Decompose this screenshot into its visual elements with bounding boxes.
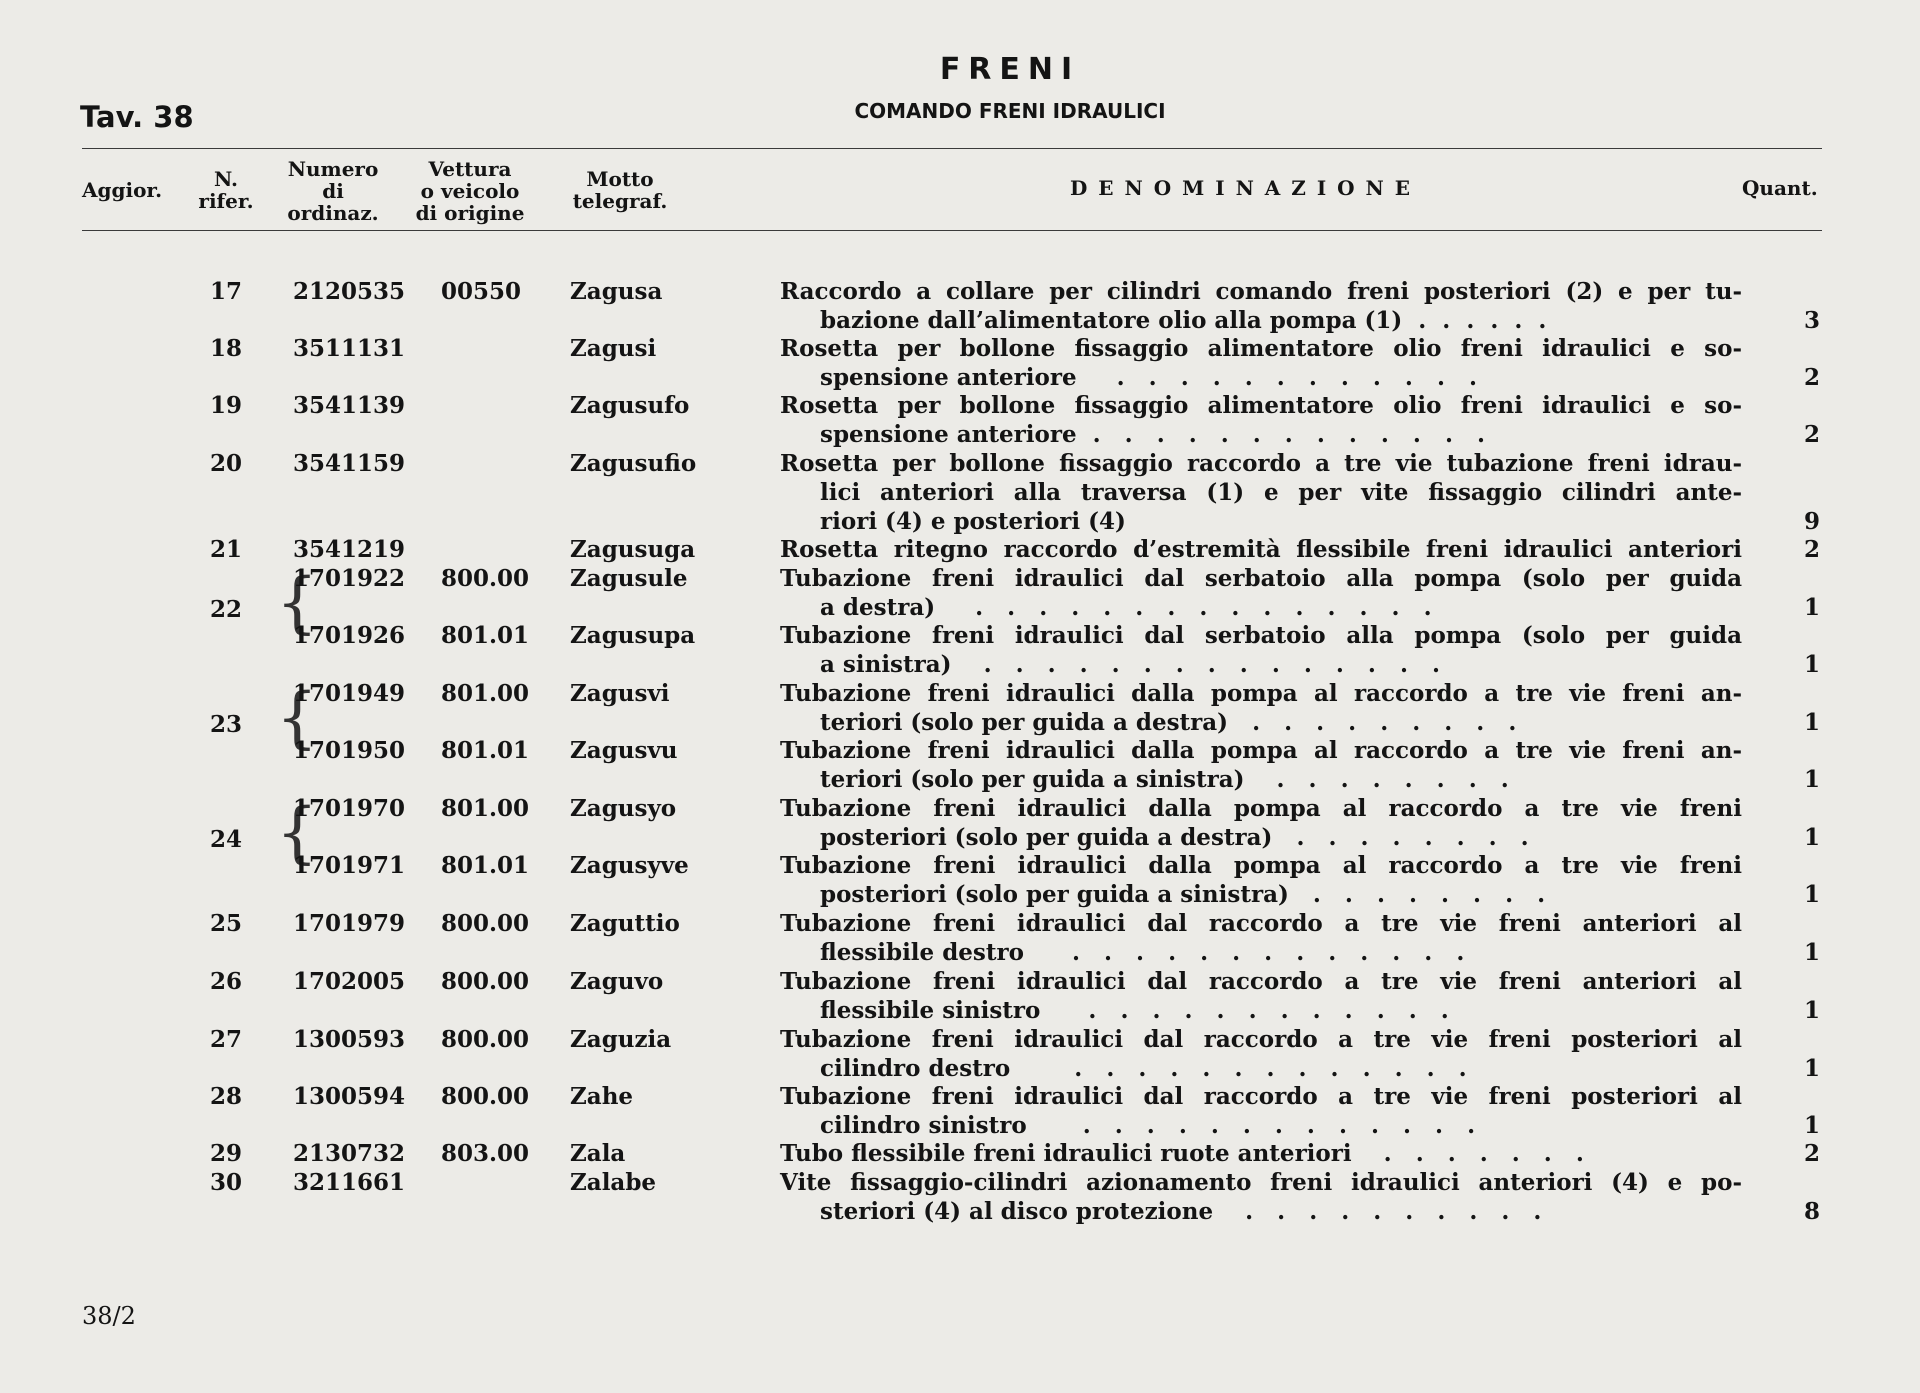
col-numero-line2: di bbox=[322, 179, 344, 203]
col-motto-line2: telegraf. bbox=[572, 189, 668, 213]
desc-line2 bbox=[780, 306, 1742, 335]
col-nrif-line1: N. bbox=[214, 167, 238, 191]
row-numero: 1300594 bbox=[293, 1083, 406, 1110]
desc-line1: Raccordo a collare per cilindri comando freni posteriori (2) e per tu- bbox=[780, 278, 1742, 305]
col-vettura bbox=[405, 158, 535, 224]
row-denominazione bbox=[780, 1139, 1742, 1168]
row-nrif: 27 bbox=[209, 1026, 242, 1053]
row-nrif: 30 bbox=[209, 1169, 242, 1196]
dot-leader: . . . . . . bbox=[1410, 307, 1547, 334]
row-denominazione bbox=[780, 334, 1742, 392]
desc-line1: Tubazione freni idraulici dal serbatoio alla pompa (solo per guida bbox=[780, 565, 1742, 592]
row-qty: 1 bbox=[1803, 824, 1820, 851]
desc-line2 bbox=[780, 1054, 1742, 1083]
desc-line2 bbox=[780, 420, 1742, 449]
row-denominazione bbox=[780, 851, 1742, 909]
row-vettura: 800.00 bbox=[441, 1026, 530, 1053]
row-vettura: 800.00 bbox=[441, 910, 530, 937]
row-vettura: 801.01 bbox=[441, 737, 530, 764]
desc-text: teriori (solo per guida a destra) bbox=[820, 709, 1229, 736]
col-numero-line3: ordinaz. bbox=[287, 201, 379, 225]
row-nrif: 17 bbox=[209, 278, 242, 305]
row-denominazione bbox=[780, 1082, 1742, 1140]
row-motto: Zaguzia bbox=[570, 1026, 672, 1053]
desc-text: riori (4) e posteriori (4) bbox=[820, 508, 1126, 535]
desc-line1: Tubazione freni idraulici dal raccordo a tre vie freni posteriori al bbox=[780, 1026, 1742, 1053]
desc-line1: Tubazione freni idraulici dal raccordo a tre vie freni anteriori al bbox=[780, 910, 1742, 937]
desc-text: posteriori (solo per guida a sinistra) bbox=[820, 881, 1289, 908]
desc-line2 bbox=[780, 765, 1742, 794]
col-vettura-line2: o veicolo bbox=[420, 179, 520, 203]
col-vettura-line1: Vettura bbox=[428, 157, 512, 181]
dot-leader: . . . . . . . . . . bbox=[1221, 1198, 1542, 1225]
row-vettura: 801.00 bbox=[441, 680, 530, 707]
row-motto: Zagusufo bbox=[570, 392, 690, 419]
dot-leader: . . . . . . . . . . . . . bbox=[1031, 939, 1465, 966]
row-qty: 1 bbox=[1803, 997, 1820, 1024]
row-numero: 2120535 bbox=[293, 278, 406, 305]
row-qty: 2 bbox=[1803, 1140, 1820, 1167]
dot-leader: . . . . . . . . bbox=[1252, 766, 1509, 793]
row-qty: 2 bbox=[1803, 364, 1820, 391]
desc-line2 bbox=[780, 507, 1742, 536]
desc-line1: Vite fissaggio-cilindri azionamento freni idraulici anteriori (4) e po- bbox=[780, 1169, 1742, 1196]
col-numero-line1: Numero bbox=[287, 157, 379, 181]
desc-text: flessibile destro bbox=[820, 939, 1024, 966]
dot-leader: . . . . . . . bbox=[1359, 1140, 1584, 1167]
desc-text: a destra) bbox=[820, 594, 936, 621]
col-nrif bbox=[190, 168, 262, 212]
row-motto: Zaguttio bbox=[570, 910, 680, 937]
desc-line1: Tubazione freni idraulici dalla pompa al raccordo a tre vie freni an- bbox=[780, 680, 1742, 707]
row-numero: 1701971 bbox=[293, 852, 406, 879]
desc-text: a sinistra) bbox=[820, 651, 952, 678]
row-motto: Zagusule bbox=[570, 565, 688, 592]
row-qty: 2 bbox=[1803, 536, 1820, 563]
row-denominazione bbox=[780, 1168, 1742, 1226]
row-numero: 3541139 bbox=[293, 392, 406, 419]
desc-text: spensione anteriore bbox=[820, 421, 1077, 448]
desc-text: steriori (4) al disco protezione bbox=[820, 1198, 1214, 1225]
desc-line1: Rosetta ritegno raccordo d’estremità flessibile freni idraulici anteriori bbox=[780, 536, 1742, 563]
desc-line1 bbox=[780, 1139, 1742, 1168]
col-numero bbox=[278, 158, 388, 224]
row-nrif: 21 bbox=[209, 536, 242, 563]
dot-leader: . . . . . . . . . . . . . . . bbox=[959, 651, 1440, 678]
row-vettura: 801.01 bbox=[441, 622, 530, 649]
row-qty: 8 bbox=[1803, 1198, 1820, 1225]
col-nrif-line2: rifer. bbox=[198, 189, 254, 213]
row-qty: 1 bbox=[1803, 1055, 1820, 1082]
row-denominazione bbox=[780, 621, 1742, 679]
row-denominazione bbox=[780, 449, 1742, 536]
row-motto: Zagusvu bbox=[570, 737, 678, 764]
row-numero: 1300593 bbox=[293, 1026, 406, 1053]
group-brace: { bbox=[276, 794, 318, 871]
row-numero: 3511131 bbox=[293, 335, 406, 362]
desc-text: Tubo flessibile freni idraulici ruote anteriori bbox=[780, 1140, 1352, 1167]
col-motto-line1: Motto bbox=[586, 167, 654, 191]
desc-line1: Rosetta per bollone fissaggio alimentatore olio freni idraulici e so- bbox=[780, 392, 1742, 419]
row-numero: 1701926 bbox=[293, 622, 406, 649]
row-denominazione bbox=[780, 564, 1742, 622]
row-numero: 1702005 bbox=[293, 968, 406, 995]
row-motto: Zaguvo bbox=[570, 968, 664, 995]
desc-line2 bbox=[780, 593, 1742, 622]
row-qty: 9 bbox=[1803, 508, 1820, 535]
row-qty: 1 bbox=[1803, 939, 1820, 966]
dot-leader: . . . . . . . . . . . . . bbox=[1034, 1112, 1476, 1139]
page-subtitle: COMANDO FRENI IDRAULICI bbox=[854, 99, 1166, 123]
dot-leader: . . . . . . . . . . . . . bbox=[1084, 421, 1485, 448]
desc-text: cilindro destro bbox=[820, 1055, 1011, 1082]
row-nrif: 28 bbox=[209, 1083, 242, 1110]
desc-line2 bbox=[780, 363, 1742, 392]
row-denominazione bbox=[780, 909, 1742, 967]
row-motto: Zagusa bbox=[570, 278, 663, 305]
col-quant: Quant. bbox=[1742, 176, 1818, 200]
row-nrif: 19 bbox=[209, 392, 242, 419]
row-motto: Zagusuga bbox=[570, 536, 696, 563]
desc-line1: Tubazione freni idraulici dal raccordo a tre vie freni anteriori al bbox=[780, 968, 1742, 995]
row-motto: Zagusvi bbox=[570, 680, 670, 707]
group-brace: { bbox=[276, 564, 318, 641]
desc-line2 bbox=[780, 650, 1742, 679]
row-numero: 3541159 bbox=[293, 450, 406, 477]
desc-line2 bbox=[780, 823, 1742, 852]
row-qty: 1 bbox=[1803, 651, 1820, 678]
desc-line1: Rosetta per bollone fissaggio raccordo a tre vie tubazione freni idrau- bbox=[780, 450, 1742, 477]
col-aggior: Aggior. bbox=[82, 178, 163, 202]
row-denominazione bbox=[780, 679, 1742, 737]
col-motto bbox=[555, 168, 685, 212]
row-vettura: 803.00 bbox=[441, 1140, 530, 1167]
desc-line2 bbox=[780, 996, 1742, 1025]
row-numero: 1701922 bbox=[293, 565, 406, 592]
page-number: 38/2 bbox=[82, 1302, 136, 1330]
desc-line2 bbox=[780, 708, 1742, 737]
desc-line2 bbox=[780, 1197, 1742, 1226]
desc-line1: Rosetta per bollone fissaggio alimentatore olio freni idraulici e so- bbox=[780, 335, 1742, 362]
row-denominazione bbox=[780, 277, 1742, 335]
dot-leader: . . . . . . . . bbox=[1296, 881, 1546, 908]
desc-line1b: lici anteriori alla traversa (1) e per vite fissaggio cilindri ante- bbox=[820, 479, 1742, 506]
row-nrif: 20 bbox=[209, 450, 242, 477]
desc-line1: Tubazione freni idraulici dal serbatoio alla pompa (solo per guida bbox=[780, 622, 1742, 649]
group-nrif: 22 bbox=[209, 596, 242, 623]
row-qty: 1 bbox=[1803, 594, 1820, 621]
row-vettura: 800.00 bbox=[441, 565, 530, 592]
row-vettura: 801.01 bbox=[441, 852, 530, 879]
row-numero: 3211661 bbox=[293, 1169, 406, 1196]
desc-line1: Tubazione freni idraulici dalla pompa al raccordo a tre vie freni an- bbox=[780, 737, 1742, 764]
group-brace: { bbox=[276, 679, 318, 756]
row-motto: Zagusyo bbox=[570, 795, 677, 822]
header-rule-bottom bbox=[82, 230, 1822, 231]
table-number: Tav. 38 bbox=[80, 100, 194, 134]
row-denominazione bbox=[780, 736, 1742, 794]
row-denominazione bbox=[780, 391, 1742, 449]
desc-text: posteriori (solo per guida a destra) bbox=[820, 824, 1273, 851]
row-qty: 2 bbox=[1803, 421, 1820, 448]
row-numero: 1701950 bbox=[293, 737, 406, 764]
row-vettura: 800.00 bbox=[441, 968, 530, 995]
group-nrif: 23 bbox=[209, 711, 242, 738]
col-vettura-line3: di origine bbox=[415, 201, 525, 225]
row-motto: Zagusufio bbox=[570, 450, 697, 477]
desc-line1: Tubazione freni idraulici dal raccordo a tre vie freni posteriori al bbox=[780, 1083, 1742, 1110]
desc-line2 bbox=[780, 880, 1742, 909]
desc-text: spensione anteriore bbox=[820, 364, 1077, 391]
row-nrif: 29 bbox=[209, 1140, 242, 1167]
desc-line2 bbox=[780, 1111, 1742, 1140]
row-numero: 1701979 bbox=[293, 910, 406, 937]
row-denominazione bbox=[780, 535, 1742, 564]
desc-line2 bbox=[780, 938, 1742, 967]
col-denominazione: D E N O M I N A Z I O N E bbox=[1070, 176, 1413, 200]
desc-line1: Tubazione freni idraulici dalla pompa al raccordo a tre vie freni bbox=[780, 852, 1742, 879]
row-qty: 3 bbox=[1803, 307, 1820, 334]
desc-line1: Tubazione freni idraulici dalla pompa al raccordo a tre vie freni bbox=[780, 795, 1742, 822]
row-denominazione bbox=[780, 1025, 1742, 1083]
row-numero: 1701949 bbox=[293, 680, 406, 707]
row-denominazione bbox=[780, 794, 1742, 852]
desc-text: teriori (solo per guida a sinistra) bbox=[820, 766, 1245, 793]
row-denominazione bbox=[780, 967, 1742, 1025]
dot-leader: . . . . . . . . . . . . . . . bbox=[943, 594, 1432, 621]
row-qty: 1 bbox=[1803, 766, 1820, 793]
row-qty: 1 bbox=[1803, 709, 1820, 736]
row-vettura: 800.00 bbox=[441, 1083, 530, 1110]
desc-text: flessibile sinistro bbox=[820, 997, 1041, 1024]
row-nrif: 26 bbox=[209, 968, 242, 995]
desc-text: cilindro sinistro bbox=[820, 1112, 1027, 1139]
row-numero: 1701970 bbox=[293, 795, 406, 822]
row-qty: 1 bbox=[1803, 881, 1820, 908]
row-motto: Zalabe bbox=[570, 1169, 657, 1196]
row-vettura: 00550 bbox=[441, 278, 522, 305]
row-motto: Zagusyve bbox=[570, 852, 689, 879]
row-motto: Zagusi bbox=[570, 335, 657, 362]
row-qty: 1 bbox=[1803, 1112, 1820, 1139]
desc-text: bazione dall’alimentatore olio alla pompa (1) bbox=[820, 307, 1403, 334]
dot-leader: . . . . . . . . . . . . bbox=[1084, 364, 1477, 391]
dot-leader: . . . . . . . . bbox=[1280, 824, 1529, 851]
row-motto: Zagusupa bbox=[570, 622, 696, 649]
page-title: FRENI bbox=[939, 52, 1081, 87]
row-motto: Zahe bbox=[570, 1083, 634, 1110]
header-rule-top bbox=[82, 148, 1822, 149]
row-nrif: 18 bbox=[209, 335, 242, 362]
group-nrif: 24 bbox=[209, 826, 242, 853]
row-numero: 3541219 bbox=[293, 536, 406, 563]
row-motto: Zala bbox=[570, 1140, 626, 1167]
dot-leader: . . . . . . . . . . . . . bbox=[1018, 1055, 1467, 1082]
dot-leader: . . . . . . . . . bbox=[1236, 709, 1517, 736]
row-numero: 2130732 bbox=[293, 1140, 406, 1167]
row-nrif: 25 bbox=[209, 910, 242, 937]
row-vettura: 801.00 bbox=[441, 795, 530, 822]
dot-leader: . . . . . . . . . . . . bbox=[1048, 997, 1449, 1024]
